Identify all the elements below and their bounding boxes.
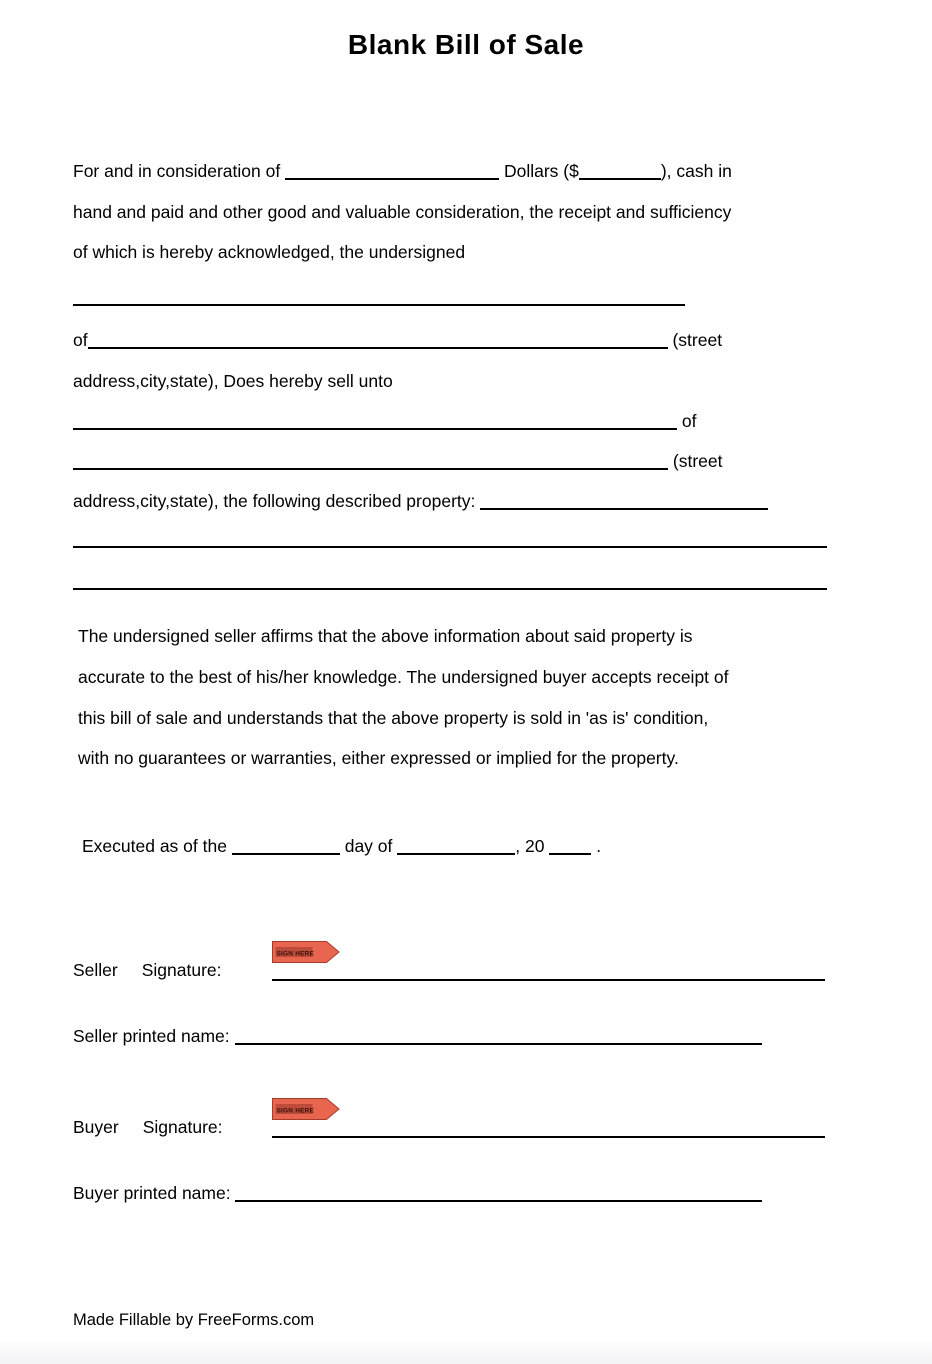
affirmation-line-2-text: accurate to the best of his/her knowledge. The undersigned buyer accepts receipt of xyxy=(78,667,729,687)
affirmation-line-3 xyxy=(78,708,708,728)
property-description-field-2[interactable] xyxy=(73,532,827,548)
seller-name-row xyxy=(73,287,685,307)
buyer-address-row xyxy=(73,451,722,471)
address-note-row-1 xyxy=(73,371,393,391)
day-of-text: day of xyxy=(344,836,393,856)
buyer-printed-name-row xyxy=(73,1183,762,1203)
street-note-2-text: (street xyxy=(672,451,723,471)
dollars-text: Dollars ($ xyxy=(503,161,579,181)
affirmation-line-1-text: The undersigned seller affirms that the above information about said property is xyxy=(78,626,693,646)
buyer-name-row xyxy=(73,411,696,431)
property-description-row xyxy=(73,491,768,511)
consideration-line-1 xyxy=(73,161,732,181)
seller-signature-field[interactable] xyxy=(272,965,825,981)
sign-here-label: SIGN HERE xyxy=(276,950,315,958)
property-description-field-3[interactable] xyxy=(73,574,827,590)
buyer-address-field[interactable] xyxy=(73,454,668,470)
end-period-text: . xyxy=(596,836,602,856)
execution-row xyxy=(82,836,601,856)
buyer-label-text: Buyer xyxy=(73,1117,119,1137)
cash-in-text: ), cash in xyxy=(660,161,732,181)
amount-number-field[interactable] xyxy=(579,164,661,180)
property-description-field[interactable] xyxy=(480,494,768,510)
buyer-signature-field[interactable] xyxy=(272,1122,825,1138)
consideration-line-3-text: of which is hereby acknowledged, the undersigned xyxy=(73,242,466,262)
page-title: Blank Bill of Sale xyxy=(347,29,585,60)
affirmation-line-4-text: with no guarantees or warranties, either expressed or implied for the property. xyxy=(78,748,679,768)
execution-month-field[interactable] xyxy=(397,839,515,855)
address-note-1-text: address,city,state), Does hereby sell unto xyxy=(73,371,393,391)
affirmation-line-2 xyxy=(78,667,729,687)
seller-label-text: Seller xyxy=(73,960,118,980)
buyer-name-field[interactable] xyxy=(73,414,677,430)
consideration-line-2-text: hand and paid and other good and valuable consideration, the receipt and sufficiency xyxy=(73,202,732,222)
buyer-printed-name-field[interactable] xyxy=(235,1186,762,1202)
seller-name-field[interactable] xyxy=(73,290,685,306)
buyer-printed-label-text: Buyer printed name: xyxy=(73,1183,231,1203)
execution-day-field[interactable] xyxy=(232,839,340,855)
affirmation-line-4 xyxy=(78,748,679,768)
seller-printed-name-row xyxy=(73,1026,762,1046)
seller-address-field[interactable] xyxy=(88,333,668,349)
year-prefix-text: , 20 xyxy=(515,836,545,856)
street-note-1-text: (street xyxy=(672,330,723,350)
of-suffix-text: of xyxy=(681,411,697,431)
affirmation-line-1 xyxy=(78,626,692,646)
seller-printed-label-text: Seller printed name: xyxy=(73,1026,230,1046)
seller-signature-row xyxy=(73,960,833,980)
of-prefix-text: of xyxy=(73,330,88,350)
property-description-row-2 xyxy=(73,529,827,549)
seller-address-row xyxy=(73,330,722,350)
property-lead-text: address,city,state), the following described property: xyxy=(73,491,476,511)
execution-year-field[interactable] xyxy=(549,839,591,855)
property-description-row-3 xyxy=(73,571,827,591)
sign-here-label: SIGN HERE xyxy=(276,1107,315,1115)
footer-credit: Made Fillable by FreeForms.com xyxy=(73,1311,315,1329)
seller-signature-label-text: Signature: xyxy=(141,960,222,980)
consideration-line-3 xyxy=(73,242,465,262)
execution-lead-text: Executed as of the xyxy=(82,836,227,856)
page-bottom-edge xyxy=(0,1341,932,1364)
buyer-signature-label-text: Signature: xyxy=(142,1117,223,1137)
affirmation-line-3-text: this bill of sale and understands that the above property is sold in 'as is' condition, xyxy=(78,708,709,728)
seller-printed-name-field[interactable] xyxy=(235,1029,762,1045)
amount-words-field[interactable] xyxy=(285,164,499,180)
buyer-signature-row xyxy=(73,1117,833,1137)
consideration-line-2 xyxy=(73,202,731,222)
consideration-lead-text: For and in consideration of xyxy=(73,161,281,181)
